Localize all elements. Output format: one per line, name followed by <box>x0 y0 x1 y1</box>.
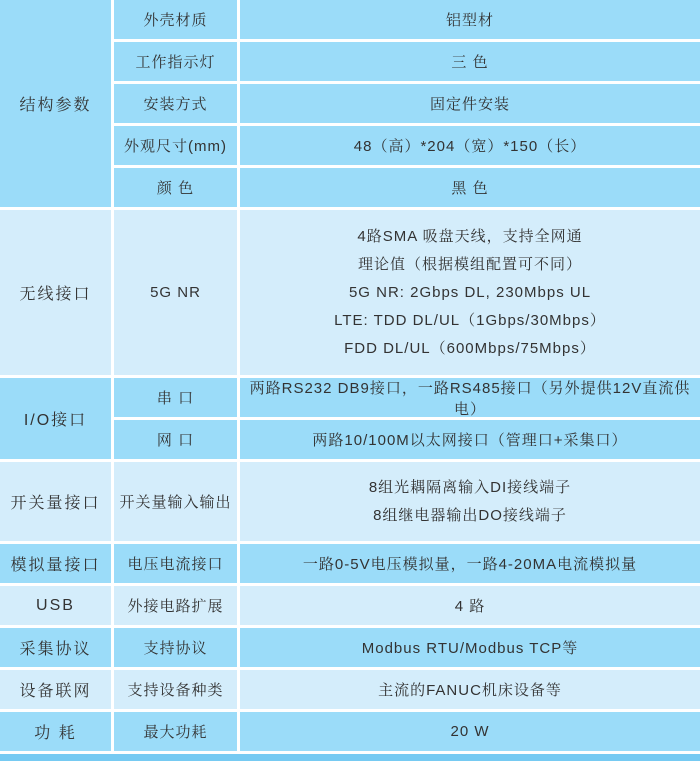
category-device-network: 设备联网 <box>0 670 111 709</box>
category-io: I/O接口 <box>0 378 111 459</box>
bottom-accent-bar <box>0 754 700 761</box>
param-digital-input-output: 开关量输入输出 <box>114 462 237 541</box>
value-voltage-current: 一路0-5V电压模拟量，一路4-20MA电流模拟量 <box>240 544 700 583</box>
value-circuit-expansion: 4 路 <box>240 586 700 625</box>
category-analog-io: 模拟量接口 <box>0 544 111 583</box>
value-max-power: 20 W <box>240 712 700 751</box>
param-indicator-light: 工作指示灯 <box>114 42 237 81</box>
value-supported-protocols: Modbus RTU/Modbus TCP等 <box>240 628 700 667</box>
value-line: 5G NR: 2Gbps DL, 230Mbps UL <box>348 283 592 301</box>
value-line: 8组继电器输出DO接线端子 <box>373 506 567 524</box>
value-mounting: 固定件安装 <box>240 84 700 123</box>
category-digital-io: 开关量接口 <box>0 462 111 541</box>
value-digital-input-output <box>240 462 700 541</box>
value-shell-material: 铝型材 <box>240 0 700 39</box>
param-shell-material: 外壳材质 <box>114 0 237 39</box>
category-usb: USB <box>0 586 111 625</box>
value-serial-port: 两路RS232 DB9接口，一路RS485接口（另外提供12V直流供电） <box>240 378 700 417</box>
category-wireless: 无线接口 <box>0 210 111 375</box>
value-supported-devices: 主流的FANUC机床设备等 <box>240 670 700 709</box>
category-structure-params: 结构参数 <box>0 0 111 207</box>
param-ethernet-port: 网 口 <box>114 420 237 459</box>
param-5g-nr: 5G NR <box>114 210 237 375</box>
value-color: 黑 色 <box>240 168 700 207</box>
value-indicator-light: 三 色 <box>240 42 700 81</box>
param-circuit-expansion: 外接电路扩展 <box>114 586 237 625</box>
value-ethernet-port: 两路10/100M以太网接口（管理口+采集口） <box>240 420 700 459</box>
category-power: 功 耗 <box>0 712 111 751</box>
value-line: 理论值（根据模组配置可不同） <box>357 255 582 273</box>
param-supported-protocols: 支持协议 <box>114 628 237 667</box>
param-serial-port: 串 口 <box>114 378 237 417</box>
param-voltage-current: 电压电流接口 <box>114 544 237 583</box>
value-line: 8组光耦隔离输入DI接线端子 <box>368 478 572 496</box>
category-protocol: 采集协议 <box>0 628 111 667</box>
param-max-power: 最大功耗 <box>114 712 237 751</box>
param-color: 颜 色 <box>114 168 237 207</box>
value-5g-nr <box>240 210 700 375</box>
param-supported-devices: 支持设备种类 <box>114 670 237 709</box>
param-dimensions: 外观尺寸(mm) <box>114 126 237 165</box>
value-line: 4路SMA 吸盘天线，支持全网通 <box>357 227 583 245</box>
param-mounting: 安装方式 <box>114 84 237 123</box>
value-line: LTE: TDD DL/UL（1Gbps/30Mbps） <box>334 311 606 329</box>
value-line: FDD DL/UL（600Mbps/75Mbps） <box>344 339 596 357</box>
value-dimensions: 48（高）*204（宽）*150（长） <box>240 126 700 165</box>
